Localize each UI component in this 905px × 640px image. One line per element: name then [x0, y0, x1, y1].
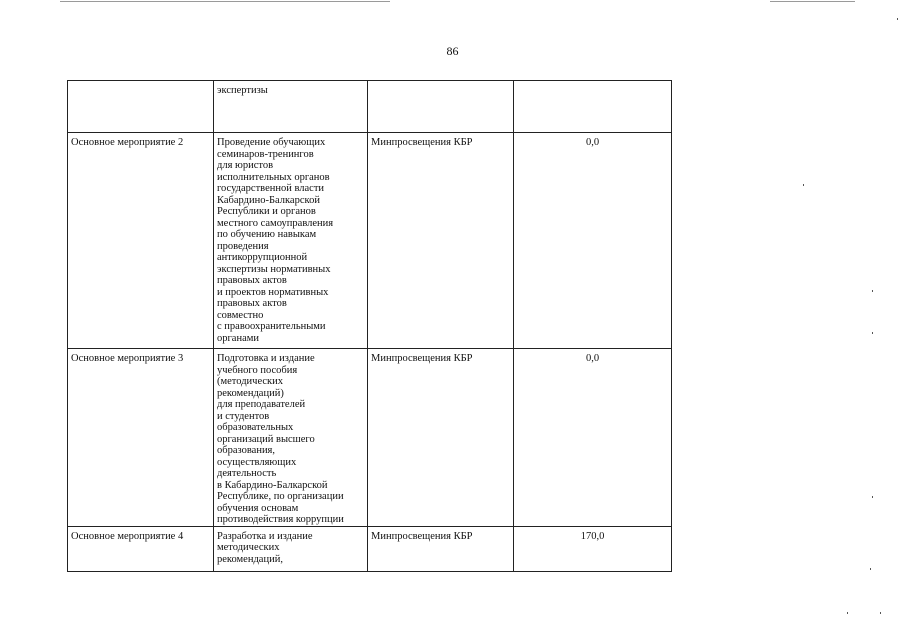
description-cell: Проведение обучающих семинаров-тренингов для юристов исполнительных органов государственной власти Кабардино-Балкарской Республики и органов местного самоуправления по обучению навыкам проведения антикоррупционной экспертизы нормативных правовых актов и проектов нормативных правовых актов совместно с правоохранительными органами	[214, 133, 368, 349]
activity-cell	[68, 81, 214, 133]
description-cell: экспертизы	[214, 81, 368, 133]
activity-cell: Основное мероприятие 2	[68, 133, 214, 349]
description-cell: Разработка и издание методических рекомендаций,	[214, 526, 368, 571]
executor-cell: Минпросвещения КБР	[368, 349, 514, 527]
amount-cell	[514, 81, 672, 133]
amount-cell: 0,0	[514, 133, 672, 349]
scan-artifact-dot	[872, 332, 873, 334]
scan-artifact-dot	[870, 568, 871, 570]
scan-artifact-dot	[872, 496, 873, 498]
activity-cell: Основное мероприятие 3	[68, 349, 214, 527]
scan-artifact-dot	[872, 290, 873, 292]
table-row	[68, 133, 672, 349]
activity-cell: Основное мероприятие 4	[68, 526, 214, 571]
amount-cell: 0,0	[514, 349, 672, 527]
scan-artifact-dot	[880, 612, 881, 614]
table-row	[68, 81, 672, 133]
executor-cell	[368, 81, 514, 133]
program-activities-table	[67, 80, 672, 572]
description-cell: Подготовка и издание учебного пособия (методических рекомендаций) для преподавателей и студентов образовательных организаций высшего образования, осуществляющих деятельность в Кабардино-Балкарской Республике, по организации обучения основам противодействия коррупции	[214, 349, 368, 527]
scan-artifact-dot	[897, 18, 898, 20]
page-number: 86	[446, 44, 459, 58]
table-row	[68, 526, 672, 571]
scan-artifact-top-left	[60, 1, 390, 2]
table-row	[68, 349, 672, 527]
amount-cell: 170,0	[514, 526, 672, 571]
executor-cell: Минпросвещения КБР	[368, 133, 514, 349]
scan-artifact-dot	[847, 612, 848, 614]
scan-artifact-dot	[803, 184, 804, 186]
executor-cell: Минпросвещения КБР	[368, 526, 514, 571]
scan-artifact-top-right	[770, 1, 855, 2]
